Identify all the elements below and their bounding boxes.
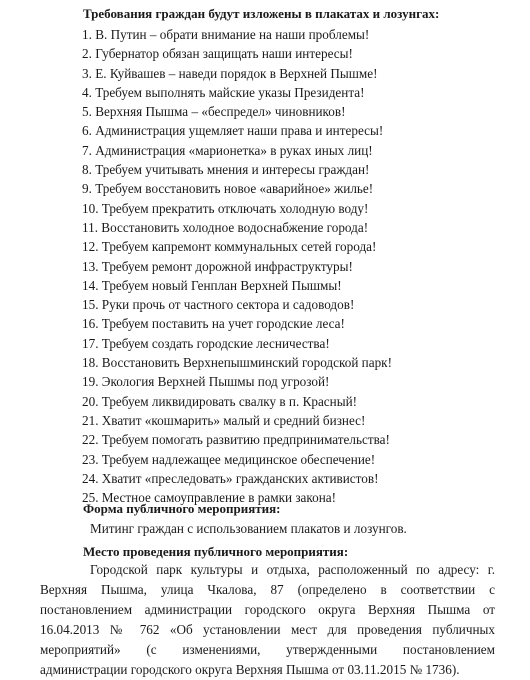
demand-item: 3. Е. Куйвашев – наведи порядок в Верхней Пышме! <box>82 65 378 81</box>
demands-list <box>82 25 392 507</box>
demand-item: 13. Требуем ремонт дорожной инфраструктуры! <box>82 258 353 274</box>
demand-item: 16. Требуем поставить на учет городские леса! <box>82 316 345 332</box>
demand-item: 12. Требуем капремонт коммунальных сетей города! <box>82 239 377 255</box>
demand-item: 14. Требуем новый Генплан Верхней Пышмы! <box>82 277 342 293</box>
demand-item: 23. Требуем надлежащее медицинское обеспечение! <box>82 451 376 467</box>
demand-item: 10. Требуем прекратить отключать холодную воду! <box>82 200 369 216</box>
demands-heading: Требования граждан будут изложены в плакатах и лозунгах: <box>83 6 440 21</box>
demand-item: 24. Хватит «преследовать» гражданских активистов! <box>82 470 379 486</box>
demand-item: 5. Верхняя Пышма – «беспредел» чиновников! <box>82 104 346 120</box>
demand-item: 17. Требуем создать городские лесничества! <box>82 335 330 351</box>
event-form-heading: Форма публичного мероприятия: <box>83 501 281 516</box>
demand-item: 2. Губернатор обязан защищать наши интересы! <box>82 46 353 62</box>
event-place-heading: Место проведения публичного мероприятия: <box>83 544 349 559</box>
demand-item: 22. Требуем помогать развитию предпринимательства! <box>82 432 390 448</box>
event-form-text: Митинг граждан с использованием плакатов и лозунгов. <box>90 521 407 536</box>
event-place-body: Городской парк культуры и отдыха, расположенный по адресу: г. Верхняя Пышма, улица Чкалова, 87 (определено в соответствии с постановлением администрации городского округа Верхняя Пышма от 16.04.2013 № 762 «Об установлении мест для проведения публичных мероприятий» (с изменениями, утвержденными постановлением администрации городского округа Верхняя Пышма от 03.11.2015 № 1736). <box>40 562 495 677</box>
demand-item: 21. Хватит «кошмарить» малый и средний бизнес! <box>82 412 366 428</box>
demand-item: 15. Руки прочь от частного сектора и садоводов! <box>82 297 355 313</box>
demand-item: 11. Восстановить холодное водоснабжение города! <box>82 219 369 235</box>
demand-item: 9. Требуем восстановить новое «аварийное» жилье! <box>82 181 374 197</box>
event-place-text <box>40 560 495 680</box>
demand-item: 6. Администрация ущемляет наши права и интересы! <box>82 123 384 139</box>
demand-item: 4. Требуем выполнять майские указы Президента! <box>82 84 365 100</box>
demand-item: 19. Экология Верхней Пышмы под угрозой! <box>82 374 330 390</box>
demand-item: 8. Требуем учитывать мнения и интересы граждан! <box>82 162 370 178</box>
demand-item: 18. Восстановить Верхнепышминский городской парк! <box>82 355 392 371</box>
demand-item: 20. Требуем ликвидировать свалку в п. Красный! <box>82 393 358 409</box>
demand-item: 7. Администрация «марионетка» в руках иных лиц! <box>82 142 373 158</box>
demand-item: 25. Местное самоуправление в рамки закона! <box>82 490 337 506</box>
demand-item: 1. В. Путин – обрати внимание на наши проблемы! <box>82 27 370 42</box>
